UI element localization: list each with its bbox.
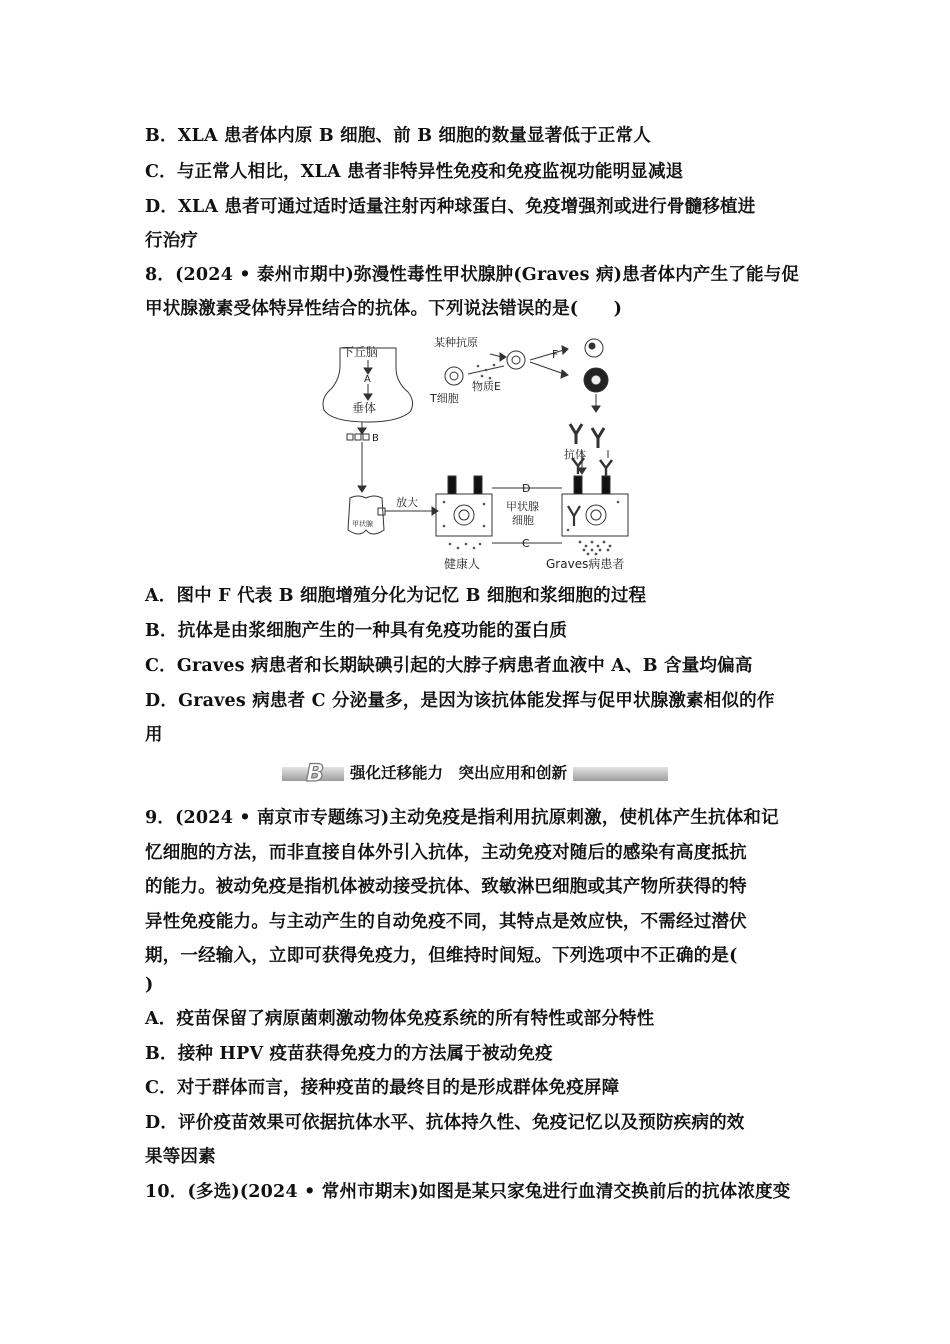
label-antigen: 某种抗原 <box>434 336 478 349</box>
section-b-badge: B <box>306 759 325 787</box>
label-thyroid-cell-1: 甲状腺 <box>506 500 539 513</box>
q8-option-d-cont: 用 <box>145 725 163 745</box>
q9-stem-line3: 的能力。被动免疫是指机体被动接受抗体、致敏淋巴细胞或其产物所获得的特 <box>145 877 747 897</box>
label-pituitary: 垂体 <box>352 401 377 415</box>
q9-source: (2024 • 南京市专题练习) <box>175 808 390 828</box>
q9-option-a: A．疫苗保留了病原菌刺激动物体免疫系统的所有特性或部分特性 <box>145 1009 655 1029</box>
label-b: B <box>372 433 379 444</box>
q7-option-c: C．与正常人相比，XLA 患者非特异性免疫和免疫监视功能明显减退 <box>145 162 684 182</box>
label-t-cell: T细胞 <box>430 392 459 405</box>
q8-option-c: C．Graves 病患者和长期缺碘引起的大脖子病患者血液中 A、B 含量均偏高 <box>145 656 753 676</box>
q7-option-d: D．XLA 患者可通过适时适量注射丙种球蛋白、免疫增强剂或进行骨髓移植进 <box>145 197 756 217</box>
q7-option-d-cont: 行治疗 <box>145 231 199 251</box>
graves-diagram <box>318 330 648 575</box>
label-hypothalamus: 下丘脑 <box>342 345 379 359</box>
q8-stem-line1 <box>145 263 810 287</box>
label-thyroid-cell-2: 细胞 <box>512 514 534 527</box>
q9-option-d: D．评价疫苗效果可依据抗体水平、抗体持久性、免疫记忆以及预防疾病的效 <box>145 1113 745 1133</box>
q9-stem-line6: ) <box>145 975 154 995</box>
q9-option-b: B．接种 HPV 疫苗获得免疫力的方法属于被动免疫 <box>145 1044 553 1064</box>
label-f: F <box>552 348 559 361</box>
q7-option-b: B．XLA 患者体内原 B 细胞、前 B 细胞的数量显著低于正常人 <box>145 126 651 146</box>
label-thyroid: 甲状腺 <box>352 520 373 528</box>
q10-number: 10． <box>145 1182 188 1202</box>
q8-option-d: D．Graves 病患者 C 分泌量多，是因为该抗体能发挥与促甲状腺激素相似的作 <box>145 691 775 711</box>
q9-stem-text: 主动免疫是指利用抗原刺激，使机体产生抗体和记 <box>389 808 779 828</box>
label-patient: Graves病患者 <box>546 557 625 571</box>
q9-stem-line2: 忆细胞的方法，而非直接自体外引入抗体，主动免疫对随后的感染有高度抵抗 <box>145 843 747 863</box>
q8-number: 8． <box>145 265 176 285</box>
q8-source: (2024 • 泰州市期中) <box>175 265 355 285</box>
label-substance-e: 物质E <box>472 380 501 393</box>
q8-option-a: A．图中 F 代表 B 细胞增殖分化为记忆 B 细胞和浆细胞的过程 <box>145 586 647 606</box>
q8-option-b: B．抗体是由浆细胞产生的一种具有免疫功能的蛋白质 <box>145 621 568 641</box>
label-c: C <box>522 537 530 550</box>
q9-option-d-cont: 果等因素 <box>145 1147 216 1167</box>
q9-option-c: C．对于群体而言，接种疫苗的最终目的是形成群体免疫屏障 <box>145 1078 620 1098</box>
q8-stem-line2: 甲状腺激素受体特异性结合的抗体。下列说法错误的是( ) <box>145 299 623 319</box>
q9-stem-line4: 异性免疫能力。与主动产生的自动免疫不同，其特点是效应快，不需经过潜伏 <box>145 912 747 932</box>
q10-stem <box>145 1180 810 1204</box>
label-antibody: 抗体 <box>564 448 586 461</box>
label-d: D <box>522 482 531 495</box>
q9-stem-line5: 期，一经输入，立即可获得免疫力，但维持时间短。下列选项中不正确的是( <box>145 946 738 966</box>
section-b-banner <box>282 758 668 788</box>
section-b-title: 强化迁移能力 突出应用和创新 <box>344 763 573 783</box>
label-magnify: 放大 <box>396 496 418 509</box>
label-a: A <box>364 374 371 385</box>
q10-source: (多选)(2024 • 常州市期末) <box>187 1182 419 1202</box>
q10-stem-text: 如图是某只家兔进行血清交换前后的抗体浓度变 <box>418 1182 791 1202</box>
label-healthy: 健康人 <box>444 557 481 571</box>
q8-stem-text: 弥漫性毒性甲状腺肿(Graves 病)患者体内产生了能与促 <box>354 265 800 285</box>
q9-number: 9． <box>145 808 176 828</box>
q9-stem-line1 <box>145 806 810 830</box>
